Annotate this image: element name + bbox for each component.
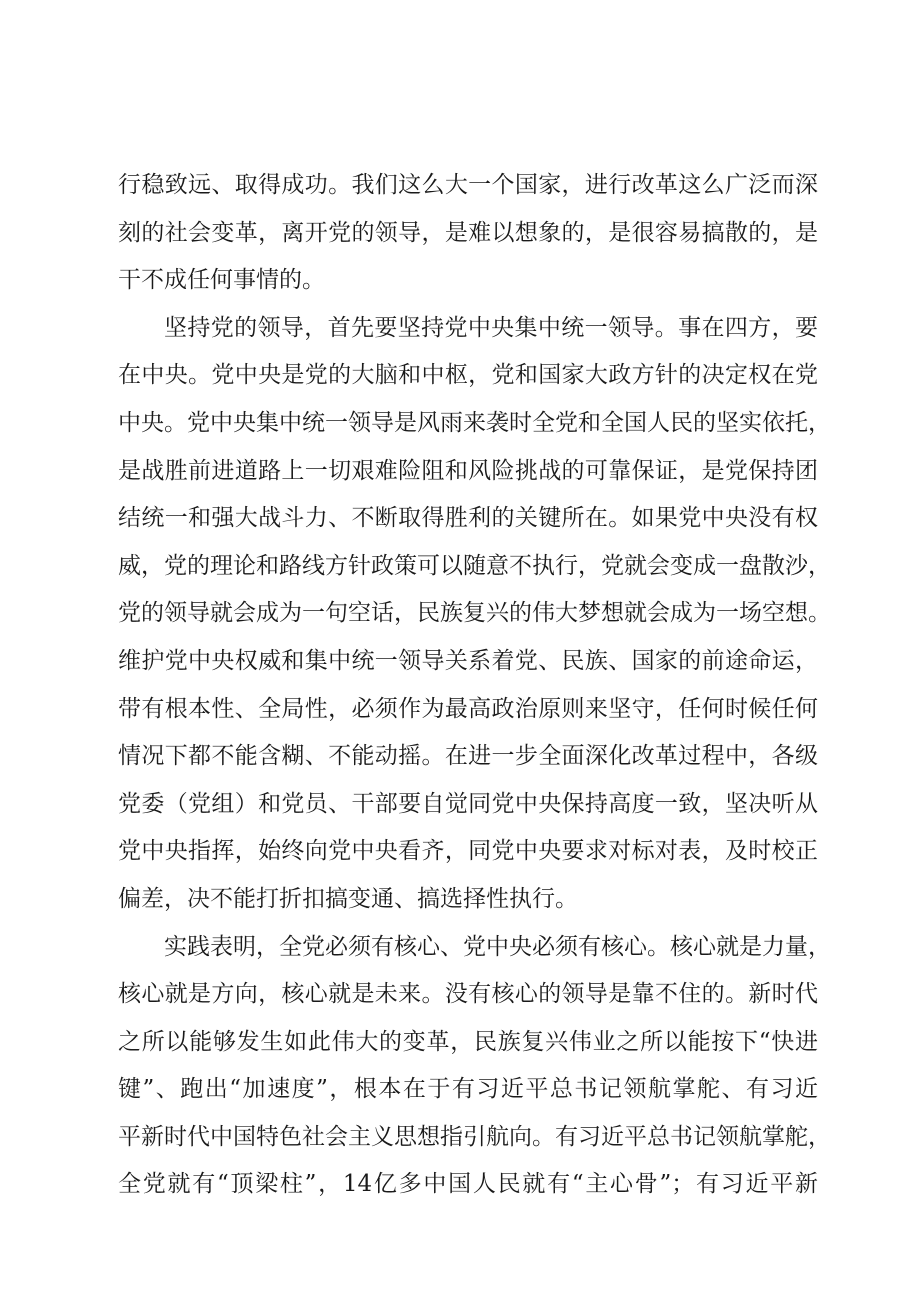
text-line: 中央。党中央集中统一领导是风雨来袭时全党和全国人民的坚实依托， [118, 409, 831, 436]
text-line: 党委（党组）和党员、干部要自觉同党中央保持高度一致，坚决听从 [118, 790, 818, 817]
text-line: 威，党的理论和路线方针政策可以随意不执行，党就会变成一盘散沙， [118, 552, 831, 579]
text-line: 维护党中央权威和集中统一领导关系着党、民族、国家的前途命运， [118, 647, 818, 674]
text-line: 刻的社会变革，离开党的领导，是难以想象的，是很容易搞散的，是 [118, 219, 818, 246]
text-line: 情况下都不能含糊、不能动摇。在进一步全面深化改革过程中，各级 [118, 743, 818, 770]
text-line: 行稳致远、取得成功。我们这么大一个国家，进行改革这么广泛而深 [118, 172, 818, 198]
text-line: 党中央指挥，始终向党中央看齐，同党中央要求对标对表，及时校正 [118, 838, 818, 865]
text-line: 坚持党的领导，首先要坚持党中央集中统一领导。事在四方，要 [164, 314, 818, 341]
paragraph-3 [118, 924, 831, 1210]
body-text [118, 162, 831, 1209]
text-line: 平新时代中国特色社会主义思想指引航向。有习近平总书记领航掌舵， [118, 1123, 831, 1150]
text-line: 在中央。党中央是党的大脑和中枢，党和国家大政方针的决定权在党 [118, 362, 818, 389]
text-line: 结统一和强大战斗力、不断取得胜利的关键所在。如果党中央没有权 [118, 505, 818, 532]
text-line: 偏差，决不能打折扣搞变通、搞选择性执行。 [118, 885, 578, 912]
text-line: 党的领导就会成为一句空话，民族复兴的伟大梦想就会成为一场空想。 [118, 600, 831, 627]
text-line: 干不成任何事情的。 [118, 267, 325, 294]
text-line: 带有根本性、全局性，必须作为最高政治原则来坚守，任何时候任何 [118, 695, 818, 722]
text-line: 键”、跑出“加速度”，根本在于有习近平总书记领航掌舵、有习近 [118, 1076, 818, 1103]
text-line: 是战胜前进道路上一切艰难险阻和风险挑战的可靠保证，是党保持团 [118, 457, 818, 484]
text-line: 全党就有“顶梁柱”，14亿多中国人民就有“主心骨”；有习近平新 [118, 1171, 818, 1198]
paragraph-1 [118, 162, 818, 305]
paragraph-2 [118, 305, 831, 924]
text-line: 实践表明，全党必须有核心、党中央必须有核心。核心就是力量， [164, 933, 831, 960]
text-line: 核心就是方向，核心就是未来。没有核心的领导是靠不住的。新时代 [118, 981, 818, 1008]
text-line: 之所以能够发生如此伟大的变革，民族复兴伟业之所以能按下“快进 [118, 1028, 818, 1055]
